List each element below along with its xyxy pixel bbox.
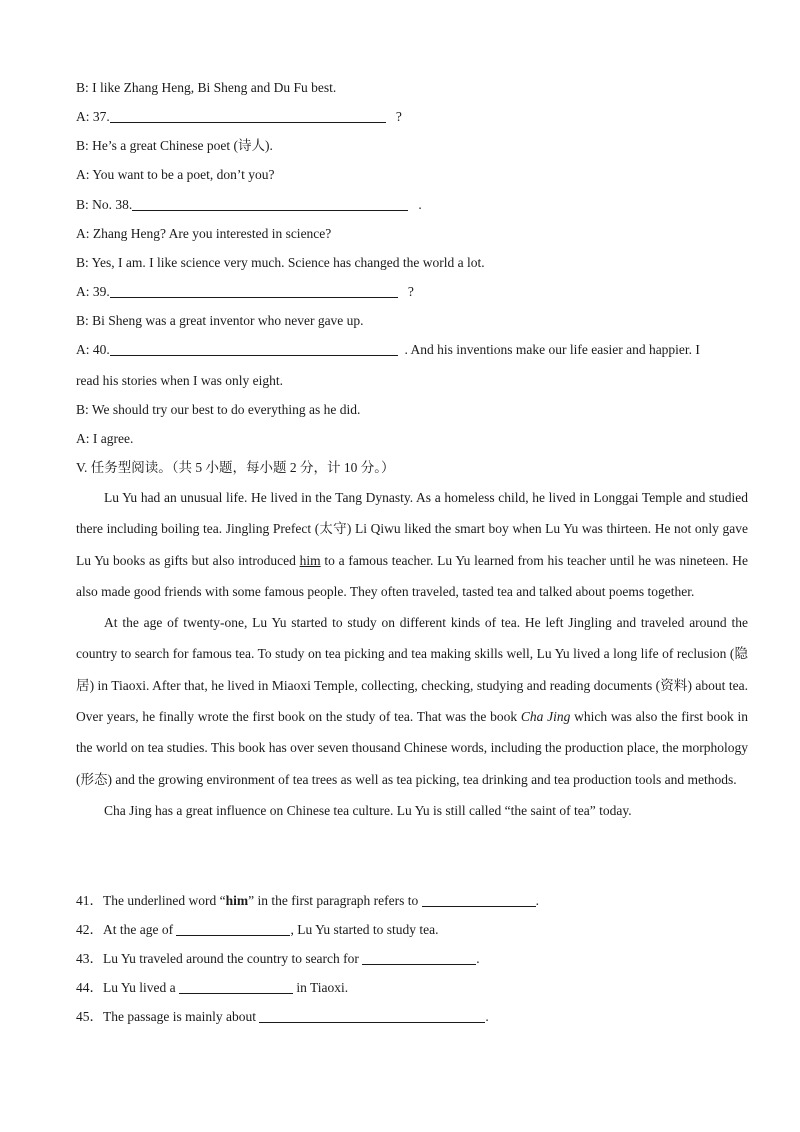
- passage-paragraph-3: Cha Jing has a great influence on Chinese tea culture. Lu Yu is still called “the saint of tea” today.: [104, 802, 632, 818]
- answer-blank-44[interactable]: [179, 979, 293, 994]
- dialogue-line: A: You want to be a poet, don’t you?: [76, 167, 275, 182]
- question-41: 41．The underlined word “him” in the first paragraph refers to .: [76, 893, 540, 908]
- answer-blank-40[interactable]: [110, 341, 398, 356]
- answer-blank-43[interactable]: [362, 950, 476, 965]
- dialogue-line-39: A: 39. ?: [76, 284, 414, 299]
- answer-blank-45[interactable]: [259, 1008, 485, 1023]
- answer-blank-41[interactable]: [422, 892, 536, 907]
- dialogue-line: B: He’s a great Chinese poet (诗人).: [76, 138, 273, 153]
- dialogue-line: B: Bi Sheng was a great inventor who never gave up.: [76, 313, 364, 328]
- passage-paragraph-2: At the age of twenty-one, Lu Yu started to study on different kinds of tea. He left Jingling and traveled around the country to search for famous tea. To study on tea picking and tea making skills well, Lu Yu lived a long life of reclusion (隐居) in Tiaoxi. After that, he lived in Miaoxi Temple, collecting, checking, studying and reading documents (资料) about tea. Over years, he finally wrote the first book on the study of tea. That was the book Cha Jing which was also the first book in the world on tea studies. This book has over seven thousand Chinese words, including the production place, the morphology (形态) and the growing environment of tea trees as well as tea picking, tea drinking and tea production tools and methods.: [76, 615, 748, 787]
- dialogue-line: B: We should try our best to do everything as he did.: [76, 402, 361, 417]
- dialogue-line-37: A: 37. ?: [76, 109, 402, 124]
- passage-paragraph-1: Lu Yu had an unusual life. He lived in the Tang Dynasty. As a homeless child, he lived in Longgai Temple and studied there including boiling tea. Jingling Prefect (太守) Li Qiwu liked the smart boy when Lu Yu was thirteen. He not only gave Lu Yu books as gifts but also introduced him to a famous teacher. Lu Yu learned from his teacher until he was nineteen. He also made good friends with some famous people. They often traveled, tasted tea and talked about poems together.: [76, 490, 748, 599]
- dialogue-line: A: Zhang Heng? Are you interested in science?: [76, 226, 332, 241]
- book-title: Cha Jing: [520, 709, 571, 725]
- section-title: V. 任务型阅读。（共 5 小题，每小题 2 分，计 10 分。）: [76, 460, 395, 475]
- answer-blank-38[interactable]: [132, 196, 408, 211]
- question-45: 45．The passage is mainly about .: [76, 1009, 489, 1024]
- question-42: 42．At the age of , Lu Yu started to study tea.: [76, 922, 439, 937]
- dialogue-line: B: I like Zhang Heng, Bi Sheng and Du Fu best.: [76, 80, 337, 95]
- answer-blank-37[interactable]: [110, 108, 386, 123]
- question-44: 44．Lu Yu lived a in Tiaoxi.: [76, 980, 349, 995]
- dialogue-line-38: B: No. 38. .: [76, 197, 422, 212]
- question-43: 43．Lu Yu traveled around the country to search for .: [76, 951, 480, 966]
- dialogue-line: A: I agree.: [76, 431, 134, 446]
- reading-passage: [76, 482, 748, 826]
- dialogue-line: read his stories when I was only eight.: [76, 373, 283, 388]
- answer-blank-42[interactable]: [176, 921, 290, 936]
- dialogue-line: B: Yes, I am. I like science very much. Science has changed the world a lot.: [76, 255, 485, 270]
- dialogue-line-40: A: 40. . And his inventions make our life easier and happier. I: [76, 342, 700, 357]
- answer-blank-39[interactable]: [110, 283, 398, 298]
- underlined-word: him: [299, 552, 321, 568]
